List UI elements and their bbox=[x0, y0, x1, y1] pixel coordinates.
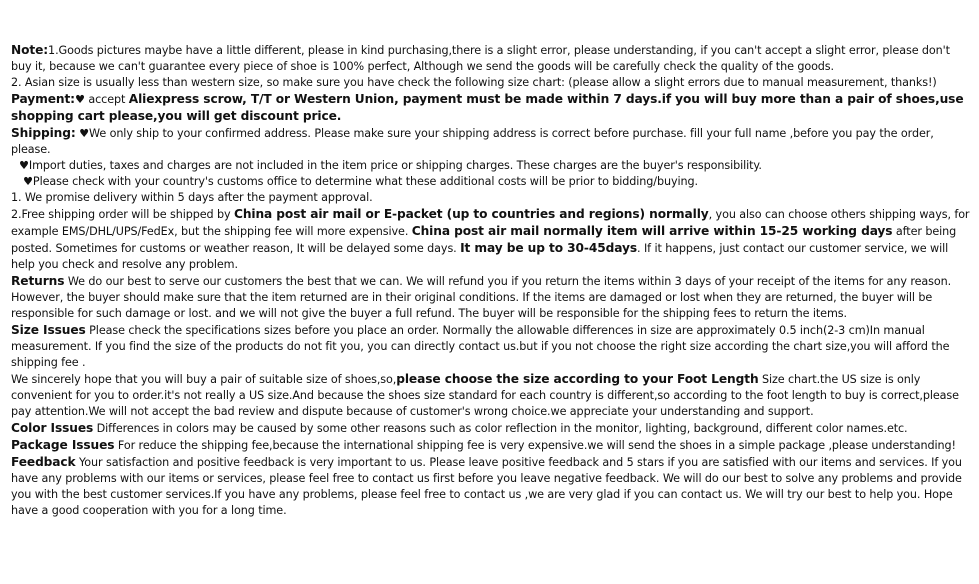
shipping-customs-text: ♥Please check with your country's customs office to determine what these additional costs will be prior to bidding/buying. bbox=[23, 175, 698, 188]
shipping-paragraph bbox=[11, 125, 973, 158]
shipping-label: Shipping: bbox=[11, 126, 76, 140]
shipping-free-d: China post air mail normally item will arrive within 15-25 working days bbox=[411, 224, 893, 238]
size-hope-b: please choose the size according to your Foot Length bbox=[396, 372, 759, 386]
color-issues-label: Color Issues bbox=[11, 421, 94, 435]
shipping-free-f: It may be up to 30-45days bbox=[460, 241, 638, 255]
note-text-2: 2. Asian size is usually less than western size, so make sure you have check the following size chart: (please allow a slight errors due to manual measurement, thanks!) bbox=[11, 76, 937, 89]
shipping-free-e: after being posted. Sometimes for customs or weather reason, It will be delayed some days. bbox=[11, 225, 957, 255]
payment-terms: Aliexpress scrow, T/T or Western Union, payment must be made within 7 days.if you will buy more than a pair of shoes,use shopping cart please,you will get discount price. bbox=[11, 92, 964, 123]
size-issues-label: Size Issues bbox=[11, 323, 86, 337]
note-paragraph bbox=[11, 42, 973, 75]
shipping-text: ♥We only ship to your confirmed address. Please make sure your shipping address is correct before purchase. fill your full name ,before you pay the order, please. bbox=[11, 127, 934, 156]
size-issues-text: Please check the specifications sizes before you place an order. Normally the allowable differences in size are approximately 0.5 inch(2-3 cm)In manual measurement. If you find the size of the products do not fit you, you can directly contact us.but if you not choose the right size according the chart size,you will afford the shipping fee . bbox=[11, 324, 950, 369]
size-issues-paragraph bbox=[11, 322, 973, 371]
size-hope-paragraph bbox=[11, 371, 973, 420]
returns-label: Returns bbox=[11, 274, 65, 288]
size-hope-a: We sincerely hope that you will buy a pair of suitable size of shoes,so, bbox=[11, 373, 397, 386]
payment-accept: ♥ accept bbox=[74, 93, 129, 106]
shipping-free-g: . If it happens, just contact our customer service, we will help you check and resolve any problem. bbox=[11, 242, 949, 271]
size-hope-c: Size chart.the US size is only convenient for you to order.it's not really a US size.And because the shoes size standard for each country is different,so according to the foot length to buy is correct,please pay attention.We will not accept the bad review and dispute because of customer's wrong choice.we appreciate your understanding and support. bbox=[11, 373, 959, 418]
feedback-text: Your satisfaction and positive feedback is very important to us. Please leave positive feedback and 5 stars if you are satisfied with our items and services. If you have any problems with our items or services, please feel free to contact us first before you leave negative feedback. We will do our best to solve any problems and provide you with the best customer services.If you have any problems, please feel free to contact us ,we are very glad if you can contact us. We will try our best to help you. Hope have a good cooperation with you for a long time. bbox=[11, 456, 962, 517]
returns-paragraph bbox=[11, 273, 973, 322]
package-issues-paragraph bbox=[11, 437, 973, 454]
color-issues-paragraph bbox=[11, 420, 973, 437]
shipping-free-a: 2.Free shipping order will be shipped by bbox=[11, 208, 234, 221]
feedback-label: Feedback bbox=[11, 455, 76, 469]
note-label: Note: bbox=[11, 43, 49, 57]
feedback-paragraph bbox=[11, 454, 973, 519]
payment-label: Payment: bbox=[11, 92, 75, 106]
shipping-delivery bbox=[11, 190, 973, 206]
shipping-free-b: China post air mail or E-packet (up to countries and regions) normally bbox=[233, 207, 709, 221]
shipping-delivery-text: 1. We promise delivery within 5 days after the payment approval. bbox=[11, 191, 373, 204]
package-issues-label: Package Issues bbox=[11, 438, 115, 452]
product-policy-text bbox=[11, 42, 973, 519]
package-issues-text: For reduce the shipping fee,because the international shipping fee is very expensive.we will send the shoes in a simple package ,please understanding! bbox=[114, 439, 956, 452]
shipping-customs bbox=[11, 174, 973, 190]
returns-text: We do our best to serve our customers the best that we can. We will refund you if you return the items within 3 days of your receipt of the items for any reason. However, the buyer should make sure that the item returned are in their original conditions. If the items are damaged or lost when they are returned, the buyer will be responsible for such damage or lost. and we will not give the buyer a full refund. The buyer will be responsible for the shipping fees to return the items. bbox=[11, 275, 952, 320]
shipping-duties-text: ♥Import duties, taxes and charges are not included in the item price or shipping charges. These charges are the buyer's responsibility. bbox=[19, 159, 762, 172]
shipping-free-paragraph bbox=[11, 206, 973, 273]
note-text-1: 1.Goods pictures maybe have a little different, please in kind purchasing,there is a slight error, please understanding, if you can't accept a slight error, please don't buy it, because we can't guarantee every piece of shoe is 100% perfect, Although we send the goods will be carefully check the quality of the goods. bbox=[11, 44, 950, 73]
note-size-paragraph bbox=[11, 75, 973, 91]
payment-paragraph bbox=[11, 91, 973, 125]
color-issues-text: Differences in colors may be caused by some other reasons such as color reflection in the monitor, lighting, background, different color names.etc. bbox=[93, 422, 908, 435]
shipping-duties bbox=[11, 158, 973, 174]
shipping-free-c: , you also can choose others shipping ways, for example EMS/DHL/UPS/FedEx, but the shipping fee will more expensive. bbox=[11, 208, 970, 238]
